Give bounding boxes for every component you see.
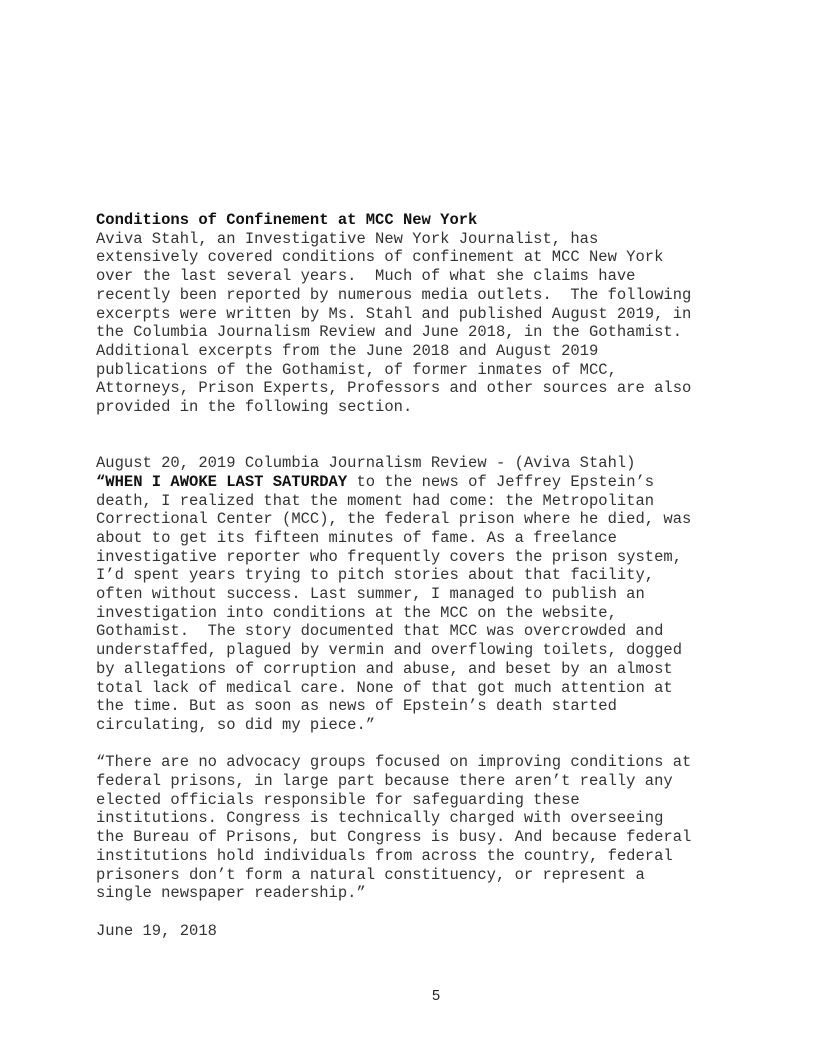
document-body	[96, 211, 736, 940]
quote-paragraph-1	[96, 473, 736, 735]
intro-paragraph: Aviva Stahl, an Investigative New York Journalist, has extensively covered conditions of confinement at MCC New York over the last several years. Much of what she claims have recently been reported by numerous media outlets. The following excerpts were written by Ms. Stahl and published August 2019, in the Columbia Journalism Review and June 2018, in the Gothamist. Additional excerpts from the June 2018 and August 2019 publications of the Gothamist, of former inmates of MCC, Attorneys, Prison Experts, Professors and other sources are also provided in the following section.	[96, 229, 692, 417]
page-number: 5	[431, 988, 441, 1004]
paragraph-spacer	[96, 417, 736, 454]
quote-paragraph-2: “There are no advocacy groups focused on improving conditions at federal prisons, in large part because there aren’t really any elected officials responsible for safeguarding these institutions. Congress is technically charged with overseeing the Bureau of Prisons, but Congress is busy. And because federal institutions hold individuals from across the country, federal prisoners don’t form a natural constituency, or represent a single newspaper readership.”	[96, 753, 692, 903]
quote-body-1: to the news of Jeffrey Epstein’s death, I realized that the moment had come: the Metropolitan Correctional Center (MCC), the federal prison where he died, was about to get its fifteen minutes of fame. As a freelance investigative reporter who frequently covers the prison system, I’d spent years trying to pitch stories about that facility, often without success. Last summer, I managed to publish an investigation into conditions at the MCC on the website, Gothamist. The story documented that MCC was overcrowded and understaffed, plagued by vermin and overflowing toilets, dogged by allegations of corruption and abuse, and beset by an almost total lack of medical care. None of that got much attention at the time. But as soon as news of Epstein’s death started circulating, so did my piece.”	[96, 472, 692, 734]
section-heading: Conditions of Confinement at MCC New York	[96, 211, 478, 229]
paragraph-spacer	[96, 735, 736, 754]
quote-lead-bold: “WHEN I AWOKE LAST SATURDAY	[96, 472, 348, 491]
paragraph-spacer	[96, 903, 736, 922]
source-line: August 20, 2019 Columbia Journalism Review - (Aviva Stahl)	[96, 454, 636, 473]
date-line: June 19, 2018	[96, 921, 217, 940]
